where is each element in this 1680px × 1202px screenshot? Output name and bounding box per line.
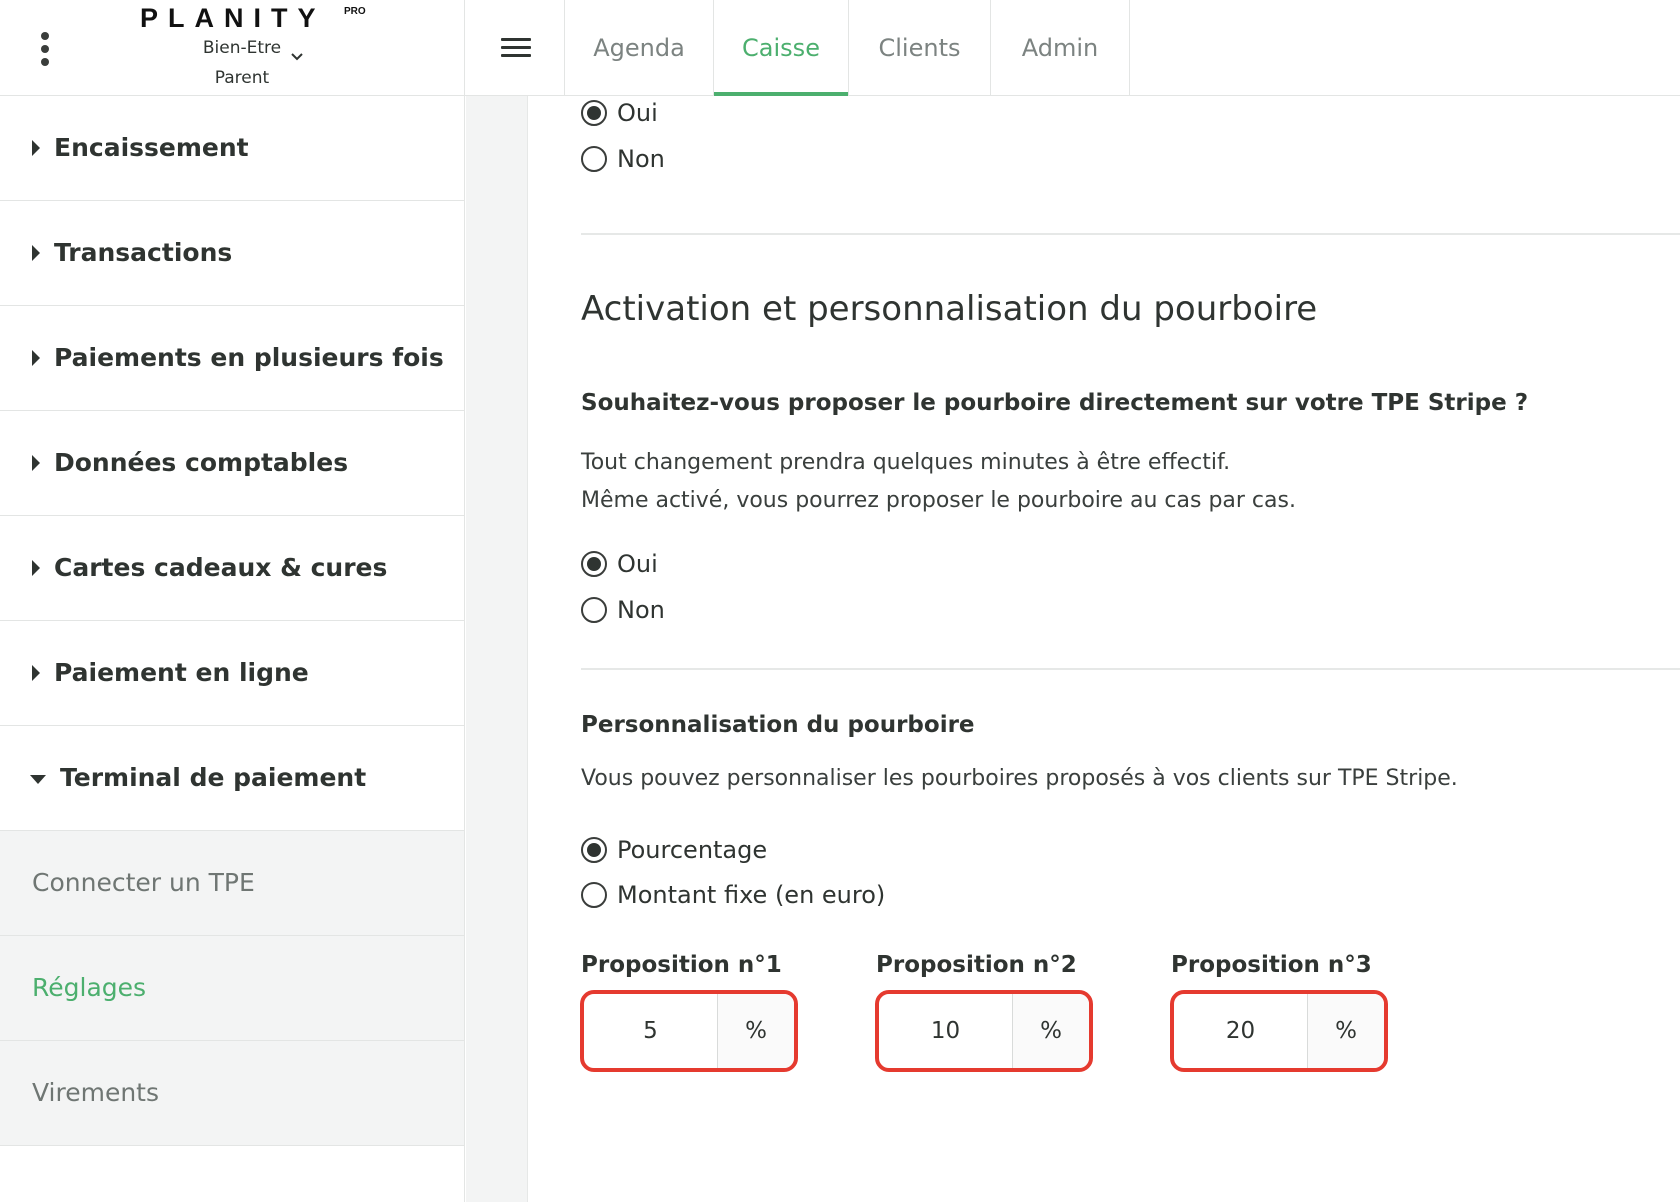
proposal-1-field: [580, 990, 798, 1072]
proposal-2-input[interactable]: 10: [879, 994, 1013, 1068]
proposal-1-label: Proposition n°1: [581, 952, 782, 978]
proposal-3-field: [1170, 990, 1388, 1072]
radio-mode-fixed[interactable]: [581, 878, 885, 912]
top-navigation: [465, 0, 1680, 96]
proposal-3-label: Proposition n°3: [1171, 952, 1372, 978]
section-divider: [581, 233, 1680, 235]
sidebar-subitem-label: Réglages: [32, 973, 147, 1002]
radio-unchecked-icon: [581, 882, 607, 908]
sidebar-item-paiements-plusieurs-fois[interactable]: [0, 306, 464, 411]
tab-caisse[interactable]: [714, 0, 849, 95]
sidebar-subitem-connecter-tpe[interactable]: [0, 831, 464, 936]
caret-right-icon: [32, 560, 40, 576]
sidebar-item-label: Transactions: [54, 238, 233, 267]
info-text-line2: Même activé, vous pourrez proposer le pourboire au cas par cas.: [581, 488, 1296, 513]
proposal-2-field: [875, 990, 1093, 1072]
sidebar-subitem-label: Connecter un TPE: [32, 868, 255, 897]
proposal-1-input[interactable]: 5: [584, 994, 718, 1068]
sidebar-subitem-virements[interactable]: [0, 1041, 464, 1146]
org-switcher[interactable]: [192, 33, 292, 93]
radio-checked-icon: [581, 100, 607, 126]
caret-right-icon: [32, 665, 40, 681]
radio-label: Oui: [617, 550, 658, 578]
caret-down-icon: [30, 775, 46, 784]
settings-panel: [529, 96, 1680, 1202]
caret-right-icon: [32, 245, 40, 261]
org-name-line1: Bien-Etre: [202, 38, 282, 58]
radio-tip-yes[interactable]: [581, 547, 658, 581]
tab-agenda[interactable]: [565, 0, 714, 95]
radio-unchecked-icon: [581, 146, 607, 172]
content-gutter: [466, 96, 528, 1202]
tab-label: Admin: [1021, 33, 1099, 62]
sidebar-item-label: Encaissement: [54, 133, 249, 162]
sidebar-item-terminal-de-paiement[interactable]: [0, 726, 464, 831]
tab-label: Caisse: [742, 33, 820, 62]
tab-label: Agenda: [593, 33, 685, 62]
radio-previous-no[interactable]: [581, 142, 665, 176]
radio-label: Pourcentage: [617, 836, 768, 864]
tab-admin[interactable]: [991, 0, 1130, 95]
sidebar-item-paiement-en-ligne[interactable]: [0, 621, 464, 726]
chevron-down-icon[interactable]: [290, 50, 304, 64]
proposal-1-unit: %: [718, 994, 794, 1068]
sidebar-item-encaissement[interactable]: [0, 96, 464, 201]
radio-label: Oui: [617, 99, 658, 127]
radio-checked-icon: [581, 837, 607, 863]
radio-previous-yes[interactable]: [581, 96, 658, 130]
proposal-2-unit: %: [1013, 994, 1089, 1068]
section-title: Activation et personnalisation du pourboire: [581, 289, 1318, 329]
sidebar-item-label: Paiement en ligne: [54, 658, 309, 687]
sidebar-subitem-label: Virements: [32, 1078, 160, 1107]
radio-label: Non: [617, 596, 665, 624]
sidebar-item-transactions[interactable]: [0, 201, 464, 306]
sidebar-item-label: Terminal de paiement: [60, 763, 367, 792]
caret-right-icon: [32, 350, 40, 366]
kebab-menu-icon[interactable]: [39, 32, 51, 66]
caret-right-icon: [32, 140, 40, 156]
sidebar: [0, 96, 465, 1202]
proposal-3-input[interactable]: 20: [1174, 994, 1308, 1068]
hamburger-menu-icon[interactable]: [465, 0, 565, 95]
radio-label: Non: [617, 145, 665, 173]
tip-question: Souhaitez-vous proposer le pourboire directement sur votre TPE Stripe ?: [581, 390, 1529, 416]
section-divider: [581, 668, 1680, 670]
sidebar-header: [0, 0, 465, 96]
org-name-line2: Parent: [214, 68, 270, 88]
sidebar-item-cartes-cadeaux[interactable]: [0, 516, 464, 621]
logo-pro-badge: PRO: [344, 6, 366, 17]
sidebar-item-label: Données comptables: [54, 448, 349, 477]
sidebar-subitem-reglages[interactable]: [0, 936, 464, 1041]
proposal-2-label: Proposition n°2: [876, 952, 1077, 978]
custom-title: Personnalisation du pourboire: [581, 712, 975, 738]
radio-checked-icon: [581, 551, 607, 577]
radio-tip-no[interactable]: [581, 593, 665, 627]
proposal-3-unit: %: [1308, 994, 1384, 1068]
sidebar-item-label: Paiements en plusieurs fois: [54, 343, 444, 372]
tab-label: Clients: [878, 33, 961, 62]
custom-description: Vous pouvez personnaliser les pourboires proposés à vos clients sur TPE Stripe.: [581, 766, 1458, 791]
info-text-line1: Tout changement prendra quelques minutes à être effectif.: [581, 450, 1231, 475]
caret-right-icon: [32, 455, 40, 471]
sidebar-item-label: Cartes cadeaux & cures: [54, 553, 388, 582]
tab-clients[interactable]: [849, 0, 991, 95]
radio-label: Montant fixe (en euro): [617, 881, 886, 909]
radio-unchecked-icon: [581, 597, 607, 623]
radio-mode-percentage[interactable]: [581, 833, 767, 867]
sidebar-item-donnees-comptables[interactable]: [0, 411, 464, 516]
planity-logo: PLANITY: [140, 3, 326, 33]
